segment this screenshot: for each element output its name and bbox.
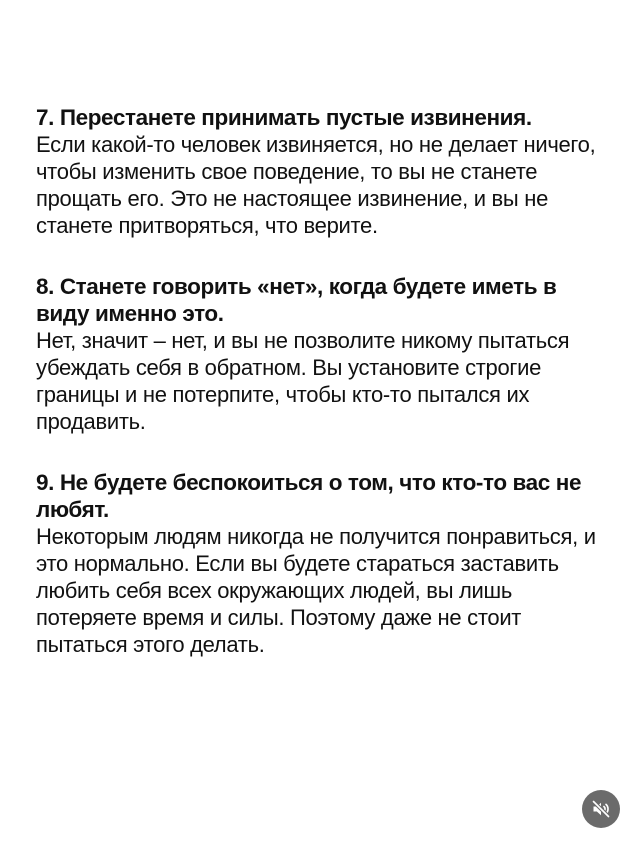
speaker-muted-icon (591, 799, 611, 819)
section-body: Нет, значит – нет, и вы не позволите никому пытаться убеждать себя в обратном. Вы установите строгие границы и не потерпите, чтобы кто-то пытался их продавить. (36, 328, 570, 434)
section-heading: 9. Не будете беспокоиться о том, что кто-то вас не любят. (36, 470, 582, 522)
section-9 (36, 469, 606, 658)
section-heading: 7. Перестанете принимать пустые извинения. (36, 105, 532, 130)
section-heading: 8. Станете говорить «нет», когда будете иметь в виду именно это. (36, 274, 557, 326)
section-body: Если какой-то человек извиняется, но не делает ничего, чтобы изменить свое поведение, то вы не станете прощать его. Это не настоящее извинение, и вы не станете притворяться, что верите. (36, 132, 596, 238)
article-content (36, 104, 606, 658)
section-body: Некоторым людям никогда не получится понравиться, и это нормально. Если вы будете стараться заставить любить себя всех окружающих людей, вы лишь потеряете время и силы. Поэтому даже не стоит пытаться этого делать. (36, 524, 596, 657)
section-7 (36, 104, 606, 239)
mute-button[interactable] (582, 790, 620, 828)
section-8 (36, 273, 606, 435)
